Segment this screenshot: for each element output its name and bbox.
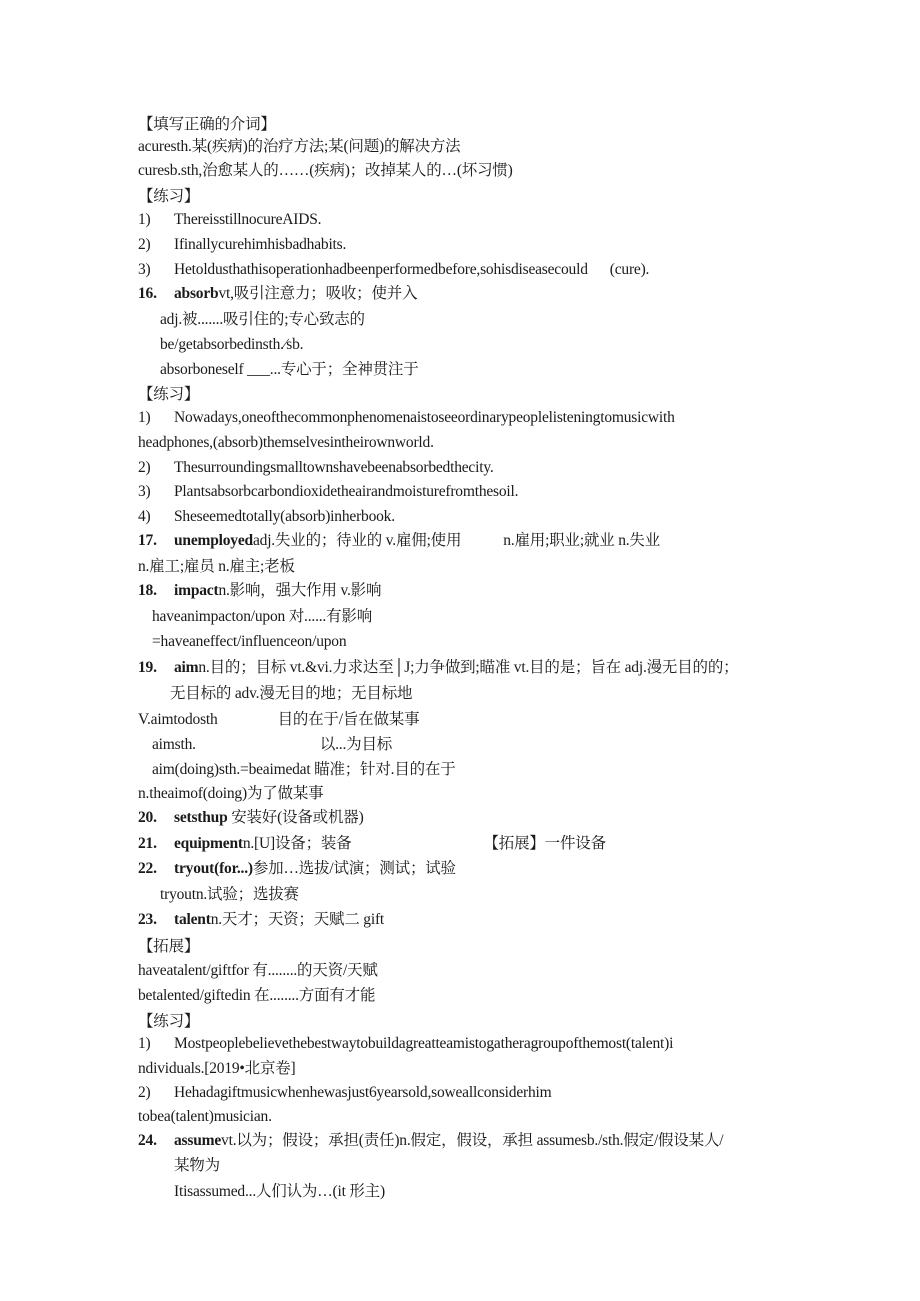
phrase-meaning: 目的在于/旨在做某事 [277,711,420,728]
entry-definition: n.[U]设备；装备 [242,835,352,852]
exercise-hint: (cure). [609,261,650,278]
headword: absorb [174,285,219,302]
exercise-line [138,482,518,502]
exercise-number: 2) [138,236,151,253]
exercise-line [138,408,675,428]
definition-line [138,710,419,730]
vocab-entry [138,808,364,828]
entry-definition: vt,吸引注意力；吸收；使并入 [218,285,418,302]
exercise-line-continued: headphones,(absorb)themselvesintheirownworld. [138,434,434,451]
exercise-text: Hehadagiftmusicwhenhewasjust6yearsold,soweallconsiderhim [174,1084,552,1101]
definition-line: be/getabsorbedinsth.∕sb. [160,336,304,353]
entry-definition: adj.失业的；待业的 v.雇佣;使用 [252,532,462,549]
definition-line: =haveaneffect/influenceon/upon [152,633,347,650]
definition-line: n.雇工;雇员 n.雇主;老板 [138,558,295,575]
headword: talent [174,911,211,928]
entry-number: 23. [138,911,157,928]
entry-number: 16. [138,285,157,302]
entry-definition: vt.以为；假设；承担(责任)n.假定，假设，承担 assumesb./sth.假定/假设某人/ [221,1132,724,1149]
entry-number: 18. [138,582,157,599]
exercise-number: 2) [138,1084,151,1101]
exercise-number: 1) [138,1035,151,1052]
exercise-text: Plantsabsorbcarbondioxidetheairandmoisturefromthesoil. [174,483,519,500]
exercise-line [138,458,494,478]
vocab-entry [138,1131,723,1151]
entry-definition: n.雇用;职业;就业 n.失业 [503,532,661,549]
entry-number: 19. [138,659,157,676]
exercise-line [138,1083,552,1103]
exercise-number: 3) [138,483,151,500]
entry-number: 20. [138,809,157,826]
entry-definition: n.影响，强大作用 v.影响 [218,582,382,599]
exercise-text: Thesurroundingsmalltownshavebeenabsorbedthecity. [174,459,494,476]
vocab-entry [138,581,381,601]
phrase-meaning: 以...为目标 [319,736,393,753]
entry-definition: n.天才；天资；天赋二 gift [210,911,385,928]
exercise-line [138,210,321,230]
exercise-line-continued: ndividuals.[2019•北京卷] [138,1060,296,1077]
vocab-entry [138,859,456,879]
entry-number: 17. [138,532,157,549]
exercise-number: 2) [138,459,151,476]
exercise-text: Ifinallycurehimhisbadhabits. [174,236,347,253]
exercise-text: Nowadays,oneofthecommonphenomenaistoseeordinarypeoplelisteningtomusicwith [174,409,675,426]
exercise-text: Mostpeoplebelievethebestwaytobuildagreatteamistogatheragroupofthemost(talent)i [174,1035,674,1052]
exercise-line [138,260,649,280]
vocab-entry [138,658,738,678]
definition-line: betalented/giftedin 在........方面有才能 [138,987,376,1004]
definition-line: tryoutn.试验；选拔赛 [160,886,299,903]
headword: impact [174,582,219,599]
headword: equipment [174,835,243,852]
exercise-line-continued: tobea(talent)musician. [138,1108,272,1125]
section-heading: 【填写正确的介词】 [138,116,276,133]
exercise-text: Hetoldusthathisoperationhadbeenperformedbefore,sohisdiseasecould [174,261,588,278]
vocab-entry [138,284,417,304]
exercise-line [138,507,395,527]
definition-line [152,735,392,755]
headword: assume [174,1132,222,1149]
practice-heading: 【练习】 [138,1013,200,1030]
exercise-number: 3) [138,261,151,278]
vocab-entry [138,531,660,551]
exercise-line [138,235,346,255]
headword: unemployed [174,532,253,549]
definition-line: aim(doing)sth.=beaimedat 瞄准；针对.目的在于 [152,761,456,778]
entry-number: 22. [138,860,157,877]
exercise-number: 4) [138,508,151,525]
headword: tryout(for...) [174,860,253,877]
headword: setsthup [174,809,228,826]
practice-heading: 【练习】 [138,188,200,205]
vocab-entry [138,910,384,930]
definition-line: haveatalent/giftfor 有........的天资/天赋 [138,962,378,979]
practice-heading: 【练习】 [138,386,200,403]
definition-line: curesb.sth,治愈某人的……(疾病)；改掉某人的…(坏习惯) [138,162,513,179]
headword: aim [174,659,199,676]
exercise-line [138,1034,673,1054]
entry-number: 24. [138,1132,157,1149]
exercise-number: 1) [138,409,151,426]
exercise-text: ThereisstillnocureAIDS. [174,211,322,228]
exercise-number: 1) [138,211,151,228]
exercise-text: Sheseemedtotally(absorb)inherbook. [174,508,395,525]
definition-line: adj.被.......吸引住的;专心致志的 [160,311,365,328]
extension-heading: 【拓展】 [138,938,200,955]
extension-note: 【拓展】一件设备 [483,835,606,852]
definition-line: Itisassumed...人们认为…(it 形主) [174,1183,385,1200]
entry-definition: 参加…选拔/试演；测试；试验 [252,860,456,877]
definition-line: 某物为 [174,1157,220,1174]
entry-definition: n.目的；目标 vt.&vi.力求达至│J;力争做到;瞄准 vt.目的是；旨在 adj.漫无目的的； [198,659,739,676]
phrase: aimsth. [152,736,196,753]
vocab-entry [138,834,606,854]
entry-number: 21. [138,835,157,852]
phrase: V.aimtodosth [138,711,218,728]
entry-definition: 安装好(设备或机器) [227,809,364,826]
definition-line: 无目标的 adv.漫无目的地；无目标地 [170,685,413,702]
definition-line: n.theaimof(doing)为了做某事 [138,785,324,802]
definition-line: absorboneself ___...专心于；全神贯注于 [160,361,419,378]
definition-line: acuresth.某(疾病)的治疗方法;某(问题)的解决方法 [138,138,461,155]
definition-line: haveanimpacton/upon 对......有影响 [152,608,372,625]
